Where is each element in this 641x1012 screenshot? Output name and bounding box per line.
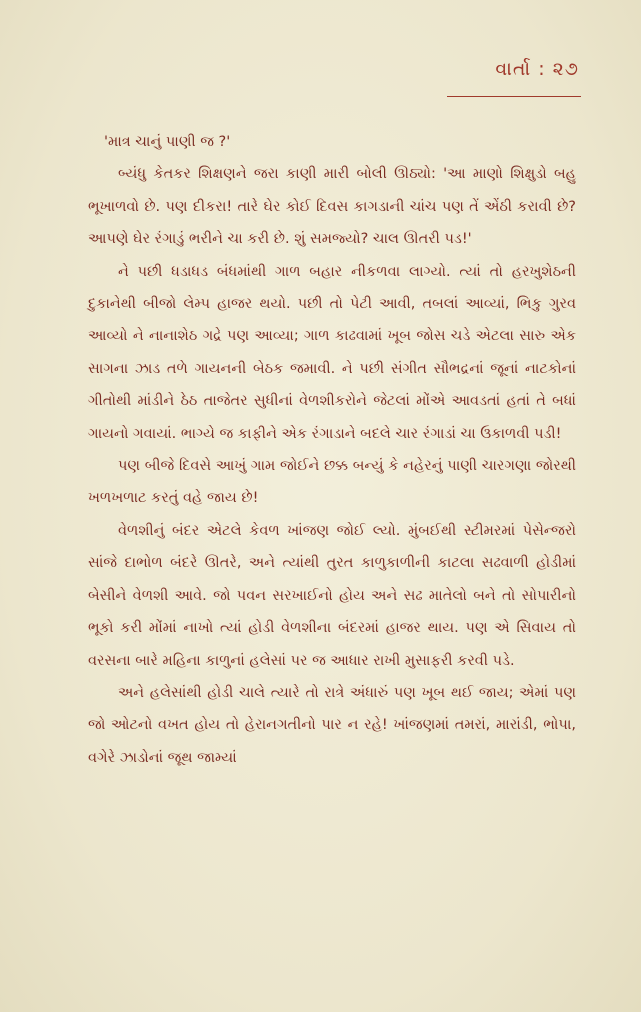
running-header: વાર્તા : ૨૭ — [495, 58, 579, 80]
header-underline — [447, 96, 581, 97]
paragraph: અને હલેસાંથી હોડી ચાલે ત્યારે તો રાત્રે અંધારું પણ ખૂબ થઈ જાય; એમાં પણ જો ઓટનો વખત હોય તો હેરાનગતીનો પાર ન રહે! ખાંજણમાં તમરાં, મારાંડી, ભોપા, વગેરે ઝાડોનાં જૂથ જામ્યાં — [88, 684, 576, 766]
paragraph: વેળશીનું બંદર એટલે કેવળ ખાંજણ જોઈ લ્યો. મુંબઈથી સ્ટીમરમાં પેસેન્જરો સાંજે દાભોળ બંદરે ઊતરે, અને ત્યાંથી તુરત કાળુકાળીની કાટલા સઢવાળી હોડીમાં બેસીને વેળશી આવે. જો પવન સરખાઈનો હોય અને સઢ માતેલો બને તો સોપારીનો ભૂકો કરી મોંમાં નાખો ત્યાં હોડી વેળશીના બંદરમાં હાજર થાય. પણ એ સિવાય તો વરસના બારે મહિના કાળુનાં હલેસાં પર જ આધાર રાખી મુસાફરી કરવી પડે. — [88, 522, 576, 669]
paragraph: 'માત્ર ચાનું પાણી જ ?' — [104, 134, 231, 150]
paragraph: બ્યંધુ કેતકર શિક્ષણને જરા કાણી મારી બોલી ઊઠ્યો: 'આ માણો શિક્ષુડો બહુ ભૂખાળવો છે. પણ દીકરા! તારે ઘેર કોઈ દિવસ કાગડાની ચાંચ પણ તેં એંઠી કરાવી છે? આપણે ઘેર રંગાડું ભરીને ચા કરી છે. શું સમજ્યો? ચાલ ઊતરી પડ!' — [88, 166, 576, 248]
paragraph: પણ બીજે દિવસે આખું ગામ જોઈને છક્ક બન્યું કે નહેરનું પાણી ચારગણા જોરથી ખળખળાટ કરતું વહે જાય છે! — [88, 458, 576, 507]
paragraph: ને પછી ધડાધડ બંધમાંથી ગાળ બહાર નીકળવા લાગ્યો. ત્યાં તો હરખુશેઠની દુકાનેથી બીજો લેમ્પ હાજર થયો. પછી તો પેટી આવી, તબલાં આવ્યાં, ભિકુ ગુરવ આવ્યો ને નાનાશેઠ ગદ્રે પણ આવ્યા; ગાળ કાઢવામાં ખૂબ જોસ ચડે એટલા સારુ એક સાગના ઝાડ તળે ગાયનની બેઠક જમાવી. ને પછી સંગીત સૌભદ્રનાં જૂનાં નાટકોનાં ગીતોથી માંડીને ઠેઠ તાજેતર સુધીનાં વેળશીકરોને જેટલાં મોંએ આવડતાં હતાં તે બધાં ગાયનો ગવાયાં. ભાગ્યે જ કાફીને એક રંગાડાને બદલે ચાર રંગાડાં ચા ઉકાળવી પડી! — [88, 263, 576, 442]
page-body — [88, 126, 576, 774]
